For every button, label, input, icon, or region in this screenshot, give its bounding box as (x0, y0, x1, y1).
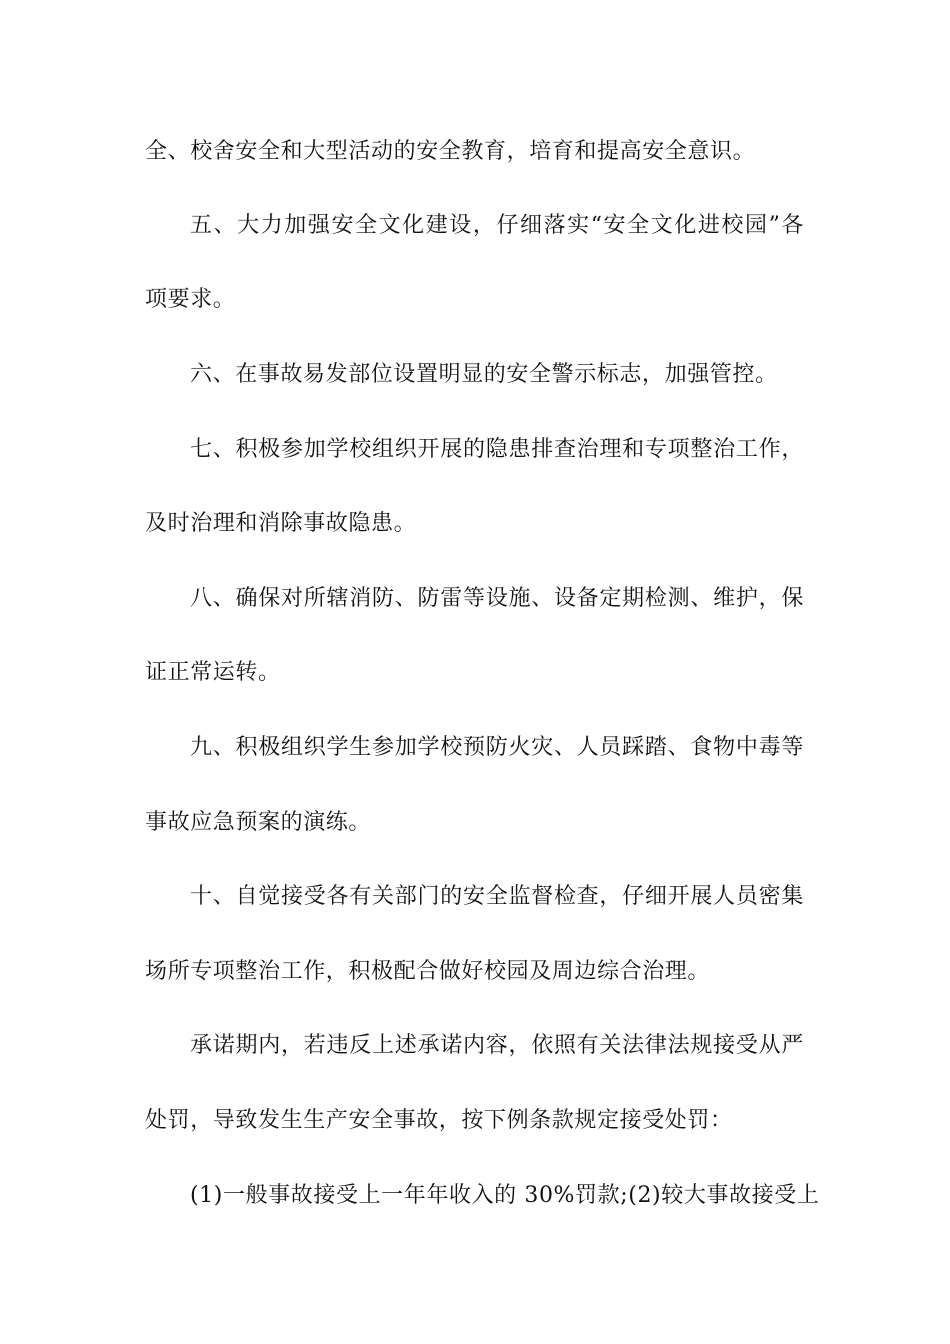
text-line-10: 事故应急预案的演练。 (145, 810, 372, 835)
text-line-12: 场所专项整治工作，积极配合做好校园及周边综合治理。 (145, 959, 711, 984)
text-line-1: 全、校舍安全和大型活动的安全教育，培育和提高安全意识。 (145, 139, 756, 164)
text-line-5: 七、积极参加学校组织开展的隐患排查治理和专项整治工作， (190, 437, 804, 462)
text-line-7: 八、确保对所辖消防、防雷等设施、设备定期检测、维护，保 (190, 586, 804, 611)
text-line-11: 十、自觉接受各有关部门的安全监督检查，仔细开展人员密集 (190, 884, 804, 909)
text-line-4: 六、在事故易发部位设置明显的安全警示标志，加强管控。 (190, 362, 778, 387)
text-line-14: 处罚，导致发生生产安全事故，按下例条款规定接受处罚： (145, 1108, 733, 1133)
text-line-2: 五、大力加强安全文化建设，仔细落实“安全文化进校园”各 (190, 213, 804, 238)
text-line-3: 项要求。 (145, 287, 236, 312)
text-line-15: (1)一般事故接受上一年年收入的 30%罚款;(2)较大事故接受上 (190, 1183, 820, 1208)
text-line-13: 承诺期内，若违反上述承诺内容，依照有关法律法规接受从严 (190, 1033, 804, 1058)
text-line-9: 九、积极组织学生参加学校预防火灾、人员踩踏、食物中毒等 (190, 735, 804, 760)
text-line-6: 及时治理和消除事故隐患。 (145, 511, 417, 536)
text-line-8: 证正常运转。 (145, 660, 281, 685)
